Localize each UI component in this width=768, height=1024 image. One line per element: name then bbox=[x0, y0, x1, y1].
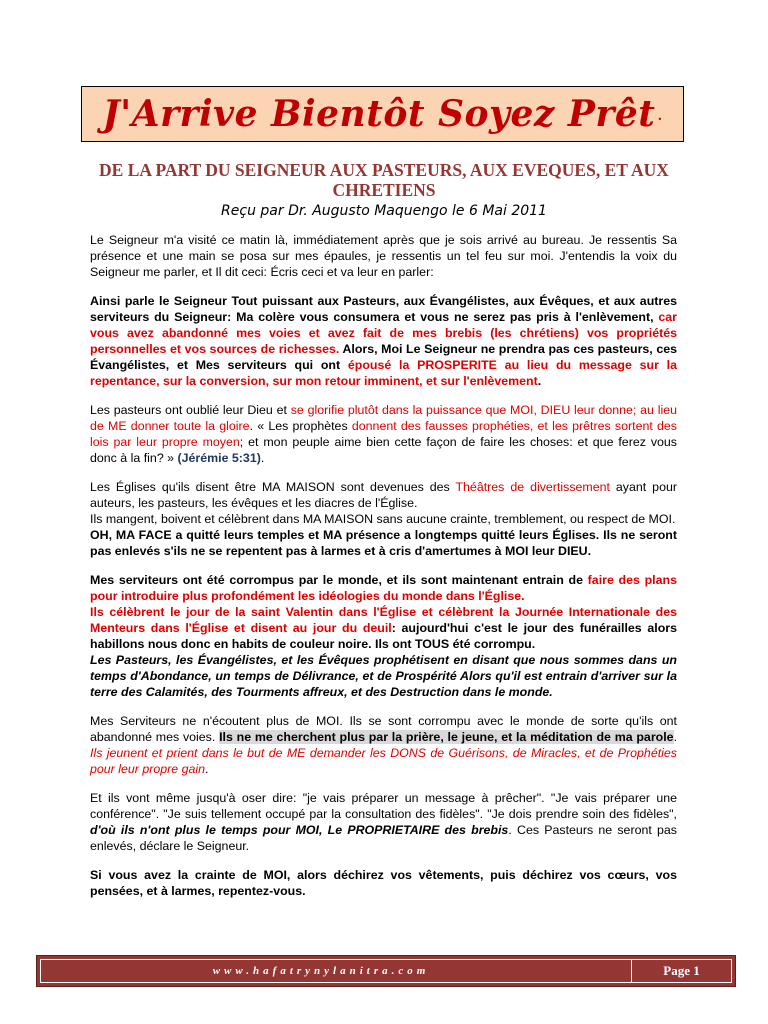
document-subheading: Reçu par Dr. Augusto Maquengo le 6 Mai 2011 bbox=[221, 203, 547, 219]
p3-text-c: . « Les prophètes bbox=[249, 419, 352, 433]
p2-text-a: Ainsi parle le Seigneur Tout puissant aux Pasteurs, aux Évangélistes, aux Évêques, et aux autres serviteurs du Seigneur: Ma colère vous consumera et vous ne serez pas pris à l'enlèvement, bbox=[90, 294, 677, 324]
p2-text-d: épousé la PROSPERITE au lieu du message sur la repentance, sur la conversion, sur mon retour imminent, et sur l'enlèvement bbox=[90, 358, 677, 388]
p7-text-c: . Ces Pasteurs ne seront pas enlevés, déclare le Seigneur. bbox=[90, 823, 677, 853]
p4-text-c: ayant pour auteurs, les pasteurs, les évêques et les diacres de l'Église. bbox=[90, 480, 677, 510]
p5-text-e: : aujourd'hui c'est le jour des funérailles alors habillons nous donc en habits de couleur noire. Ils ont TOUS été corrompu. bbox=[90, 621, 677, 651]
p6-text-e: . bbox=[205, 762, 209, 776]
p2-text-b: car vous avez abandonné mes voies et avez fait de mes brebis (les chrétiens) vos propriétés personnelles et vos sources de richesses. bbox=[90, 310, 677, 356]
p5-text-b: faire des plans pour introduire plus profondément les idéologies du monde dans l'Église bbox=[90, 573, 677, 603]
page-number: Page 1 bbox=[663, 963, 700, 978]
p5-text-d: Ils célèbrent le jour de la saint Valentin dans l'Église et célèbrent la Journée Internationale des Menteurs dans l'Église et disent au jour du deuil bbox=[90, 605, 677, 635]
paragraph-8: Si vous avez la crainte de MOI, alors déchirez vos vêtements, puis déchirez vos cœurs, vos pensées, et à larmes, repentez-vous. bbox=[90, 868, 677, 898]
footer-frame bbox=[40, 959, 732, 983]
document-heading: DE LA PART DU SEIGNEUR AUX PASTEURS, AUX EVEQUES, ET AUX CHRETIENS bbox=[99, 160, 669, 200]
paragraph-2 bbox=[90, 293, 677, 389]
p4-text-e: OH, MA FACE a quitté leurs temples et MA présence a longtemps quitté leurs Églises. Ils ne seront pas enlevés s'ils ne se repentent pas à larmes et à cris d'amertumes à MOI leur DIEU. bbox=[90, 528, 677, 558]
paragraph-4 bbox=[90, 479, 677, 559]
p3-text-f: . bbox=[260, 451, 265, 465]
p6-text-c: . bbox=[673, 730, 678, 744]
paragraph-1: Le Seigneur m'a visité ce matin là, immédiatement après que je sois arrivé au bureau. Je ressentis Sa présence et une main se posa sur mes épaules, je ressentis un tel feu sur moi. J'entendis la voix du Seigneur me parler, et Il dit ceci: Écris ceci et va leur en parler: bbox=[90, 233, 677, 279]
page-title: J'Arrive Bientôt Soyez Prêt bbox=[102, 93, 656, 135]
p4-text-d: Ils mangent, boivent et célèbrent dans MA MAISON sans aucune crainte, tremblement, ou respect de MOI. bbox=[90, 512, 676, 526]
highlighted-text: Ils ne me cherchent plus par la prière, le jeune, et la méditation de ma parole bbox=[219, 730, 674, 744]
paragraph-6 bbox=[90, 713, 677, 777]
p2-text-e: . bbox=[537, 374, 542, 388]
p2-text-c: Alors, Moi Le Seigneur ne prendra pas ces pasteurs, ces Évangélistes, et Mes serviteurs qui ont bbox=[90, 342, 677, 372]
paragraph-3 bbox=[90, 402, 677, 466]
p4-text-a: Les Églises qu'ils disent être MA MAISON sont devenues des bbox=[90, 480, 456, 494]
bible-reference: (Jérémie 5:31) bbox=[177, 451, 261, 465]
p5-text-a: Mes serviteurs ont été corrompus par le monde, et ils sont maintenant entrain de bbox=[90, 573, 588, 587]
p5-text-f: Les Pasteurs, les Évangélistes, et les Évêques prophétisent en disant que nous sommes dans un temps d'Abondance, un temps de Délivrance, et de Prospérité Alors qu'il est entrain d'arriver sur la terre des Calamités, des Tourments affreux, et des Destruction dans le monde. bbox=[90, 653, 677, 699]
p4-text-b: Théâtres de divertissement bbox=[455, 480, 610, 494]
p7-text-a: Et ils vont même jusqu'à oser dire: "je vais préparer un message à prêcher". "Je vais préparer une conférence". "Je suis tellement occupé par la consultation des fidèles". "Je dois prendre soin des fidèles", bbox=[90, 791, 677, 821]
title-dot: . bbox=[657, 102, 663, 125]
paragraph-5 bbox=[90, 572, 677, 700]
p6-text-d: Ils jeunent et prient dans le but de ME demander les DONS de Guérisons, de Miracles, et de Prophéties pour leur propre gain bbox=[90, 746, 677, 776]
document-body bbox=[90, 232, 677, 912]
p5-text-c: . bbox=[521, 589, 525, 603]
p3-text-b: se glorifie plutôt dans la puissance que MOI, DIEU leur donne; au lieu de ME donner toute la gloire bbox=[90, 403, 677, 433]
p7-text-b: d'où ils n'ont plus le temps pour MOI, Le PROPRIETAIRE des brebis bbox=[90, 823, 509, 837]
p6-text-a: Mes Serviteurs ne n'écoutent plus de MOI. Ils se sont corrompu avec le monde de sorte qu'ils ont abandonné mes voies. bbox=[90, 714, 677, 744]
p3-text-e: ; et mon peuple aime bien cette façon de faire les choses: et que ferez vous donc à la fin? » bbox=[90, 435, 677, 465]
title-box bbox=[81, 86, 684, 142]
footer-website: www.hafatrynylanitra.com bbox=[212, 965, 430, 977]
paragraph-7 bbox=[90, 790, 677, 854]
page-footer bbox=[36, 955, 736, 987]
p3-text-d: donnent des fausses prophéties, et les prêtres sortent des lois par leur propre moyen bbox=[90, 419, 677, 449]
p3-text-a: Les pasteurs ont oublié leur Dieu et bbox=[90, 403, 291, 417]
